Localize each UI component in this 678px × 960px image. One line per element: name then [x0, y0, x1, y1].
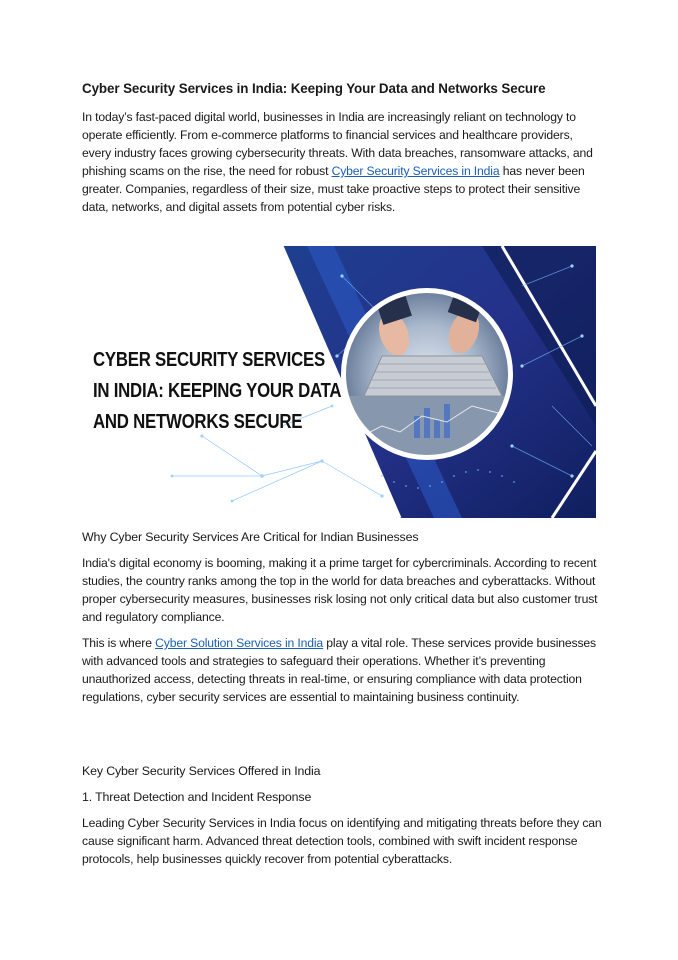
subsection-1-heading: 1. Threat Detection and Incident Response	[82, 790, 312, 804]
section-why-paragraph-2	[82, 634, 602, 706]
banner-line-2: IN INDIA: KEEPING YOUR DATA	[93, 379, 342, 402]
banner-image	[82, 246, 596, 518]
banner-title	[93, 344, 341, 437]
intro-text-2: has never been greater. Companies, regardless of their size, must take proactive steps to protect their sensitive data, networks, and digital assets from potential cyber risks.	[82, 164, 585, 214]
subsection-1-paragraph: Leading Cyber Security Services in India focus on identifying and mitigating threats before they can cause significant harm. Advanced threat detection tools, combined with swift incident response protocols, help businesses quickly recover from potential cyberattacks.	[82, 816, 602, 866]
intro-text-1: In today’s fast-paced digital world, businesses in India are increasingly reliant on technology to operate efficiently. From e-commerce platforms to financial services and healthcare providers, every industry faces growing cybersecurity threats. With data breaches, ransomware attacks, and phishing scams on the rise, the need for robust	[82, 110, 593, 178]
cyber-security-services-link[interactable]: Cyber Security Services in India	[331, 164, 500, 178]
banner-line-1: CYBER SECURITY SERVICES	[93, 348, 325, 371]
cyber-solution-services-link[interactable]: Cyber Solution Services in India	[155, 636, 324, 650]
section-why	[82, 528, 602, 706]
para2-text-2: play a vital role. These services provide businesses with advanced tools and strategies to safeguard their operations. Whether it’s preventing unauthorized access, detecting threats in real-time, or ensuring compliance with data protection regulations, cyber security services are essential to maintaining business continuity.	[82, 636, 596, 704]
section-key	[82, 762, 602, 868]
para2-text-1: This is where	[82, 636, 156, 650]
banner-line-3: AND NETWORKS SECURE	[93, 410, 303, 433]
section-key-heading: Key Cyber Security Services Offered in India	[82, 764, 321, 778]
section-why-heading: Why Cyber Security Services Are Critical for Indian Businesses	[82, 530, 419, 544]
article-intro	[82, 80, 602, 216]
section-why-paragraph-1: India's digital economy is booming, making it a prime target for cybercriminals. According to recent studies, the country ranks among the top in the world for data breaches and cyberattacks. Without proper cybersecurity measures, businesses risk losing not only critical data but also customer trust and regulatory compliance.	[82, 556, 598, 624]
article-title: Cyber Security Services in India: Keeping Your Data and Networks Secure	[82, 81, 546, 96]
intro-paragraph	[82, 108, 602, 216]
